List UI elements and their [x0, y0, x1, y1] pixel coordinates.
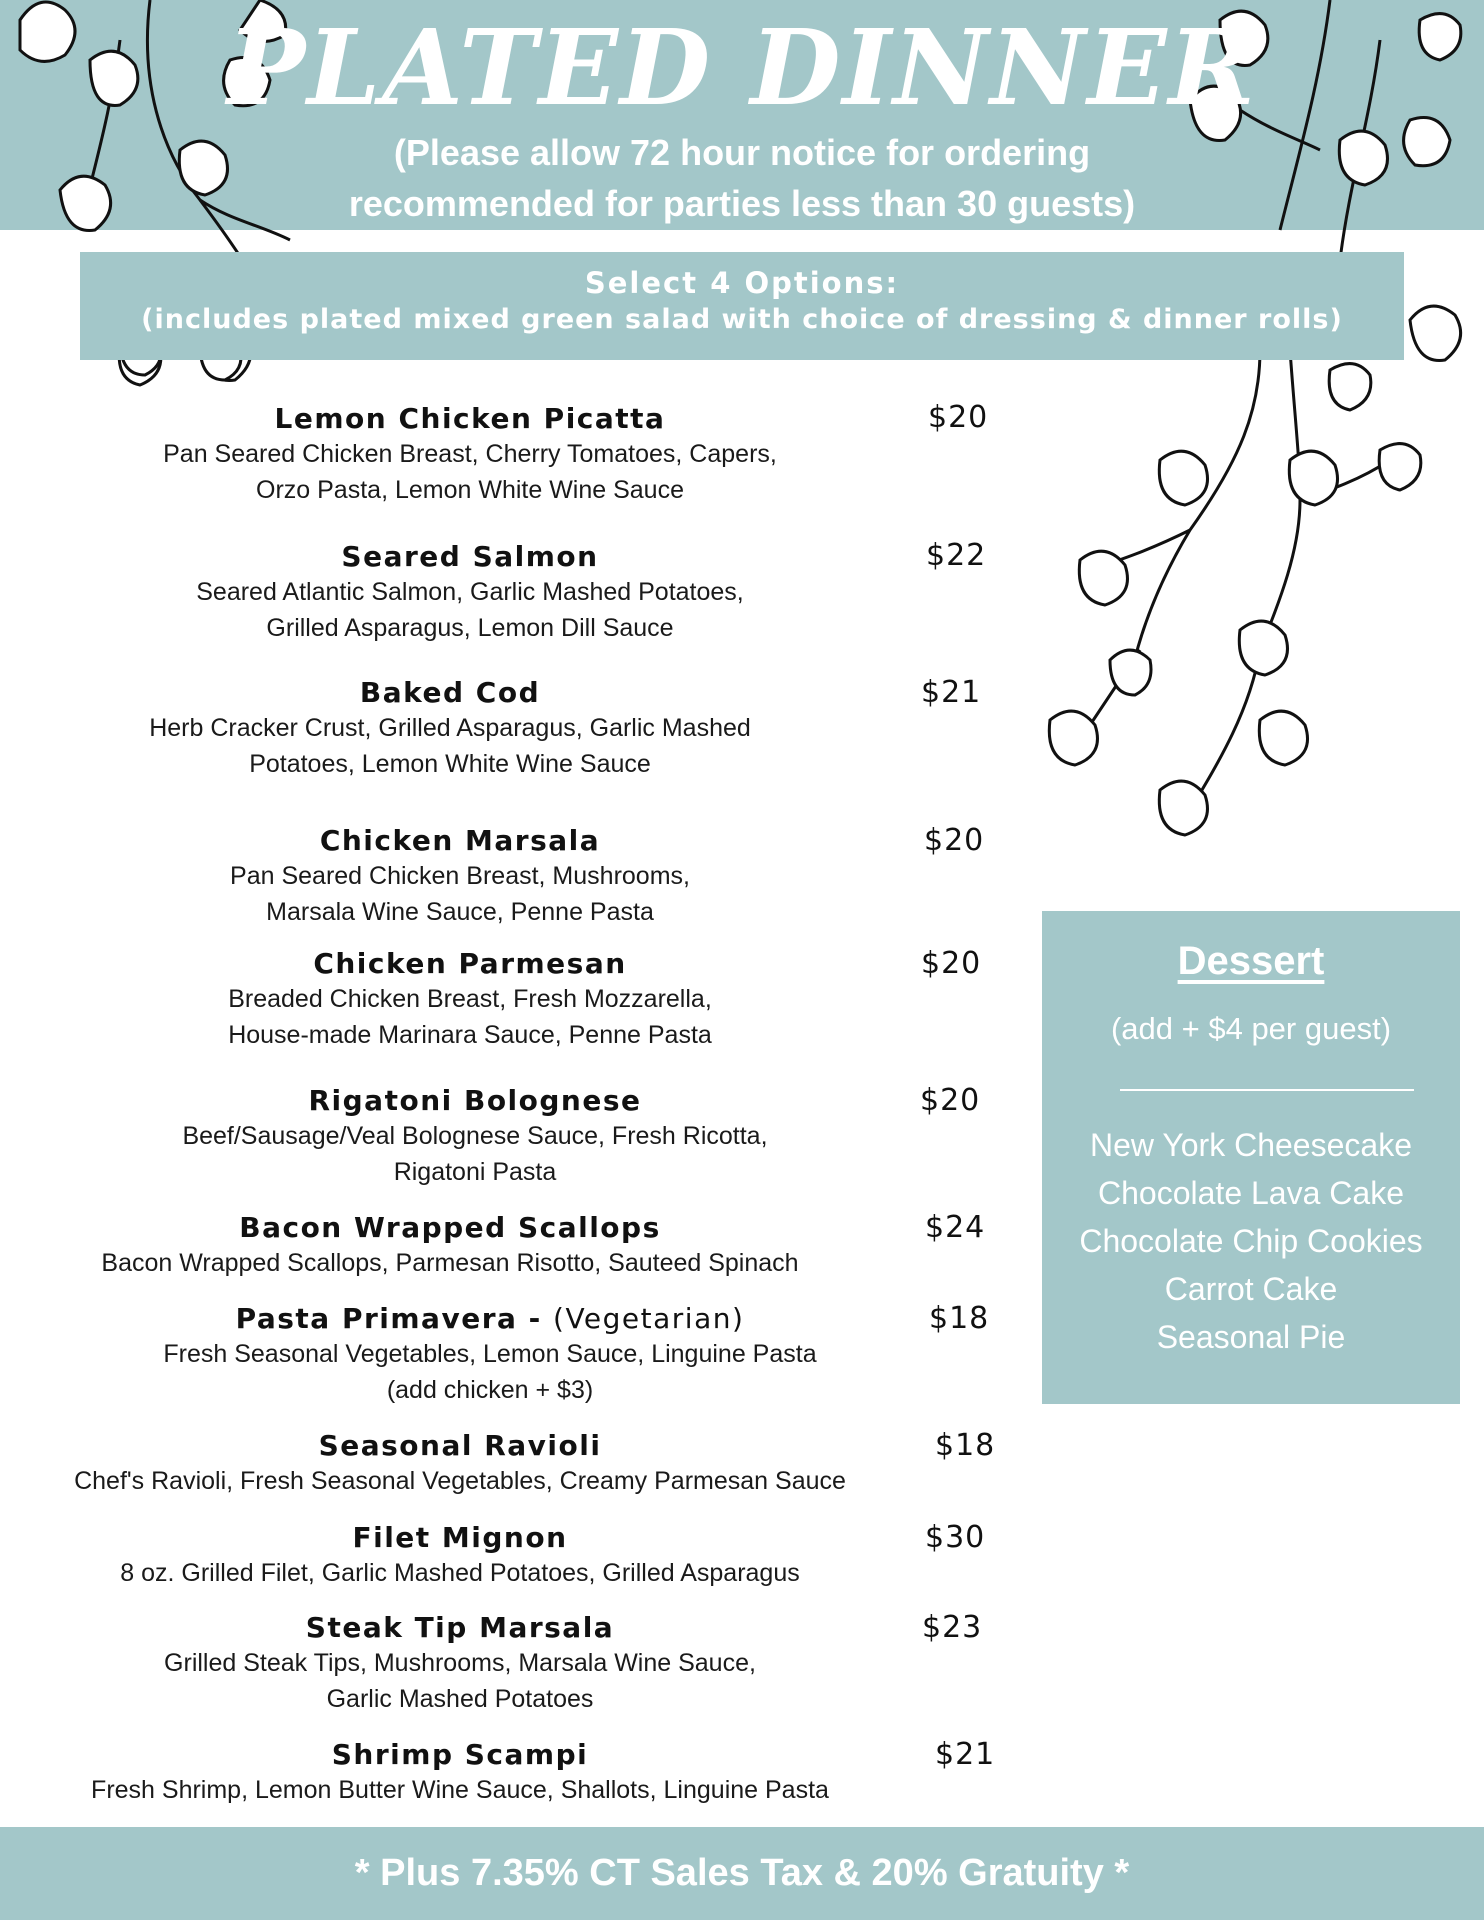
divider — [1120, 1089, 1414, 1091]
menu-item-price: $24 — [925, 1210, 986, 1245]
menu-item — [30, 1521, 890, 1591]
menu-item-desc: (add chicken + $3) — [386, 1376, 594, 1404]
menu-item-price: $20 — [928, 400, 989, 435]
dessert-item: Seasonal Pie — [1156, 1319, 1346, 1355]
menu-item-desc: Potatoes, Lemon White Wine Sauce — [249, 750, 651, 778]
menu-item-name: Filet Mignon — [352, 1521, 568, 1554]
footer-tax-note: * Plus 7.35% CT Sales Tax & 20% Gratuity * — [0, 1827, 1484, 1920]
menu-item-name-tag: (Vegetarian) — [553, 1302, 745, 1335]
dessert-item: Chocolate Chip Cookies — [1079, 1223, 1423, 1259]
menu-item-price: $20 — [921, 946, 982, 981]
menu-item-desc: Pan Seared Chicken Breast, Cherry Tomatoes, Capers, — [163, 440, 777, 468]
menu-item-desc: Fresh Seasonal Vegetables, Lemon Sauce, Linguine Pasta — [163, 1340, 817, 1368]
menu-item-desc: Bacon Wrapped Scallops, Parmesan Risotto, Sauteed Spinach — [101, 1249, 799, 1277]
menu-item-desc: Breaded Chicken Breast, Fresh Mozzarella, — [228, 985, 712, 1013]
menu-item-desc: Grilled Asparagus, Lemon Dill Sauce — [266, 614, 674, 642]
menu-item-price: $20 — [920, 1083, 981, 1118]
options-heading: Select 4 Options: — [584, 266, 900, 300]
menu-item-name: Chicken Marsala — [319, 824, 601, 857]
menu-item-price: $20 — [924, 823, 985, 858]
menu-item-name: Lemon Chicken Picatta — [274, 402, 666, 435]
dessert-list — [1042, 1121, 1460, 1361]
notice-line-1: (Please allow 72 hour notice for ordering — [393, 132, 1091, 173]
menu-item-desc: Marsala Wine Sauce, Penne Pasta — [266, 898, 654, 926]
menu-item-desc: Orzo Pasta, Lemon White Wine Sauce — [256, 476, 684, 504]
menu-item — [20, 1211, 880, 1281]
menu-item-name: Baked Cod — [359, 676, 541, 709]
menu-item — [30, 1738, 890, 1808]
menu-item-desc: Seared Atlantic Salmon, Garlic Mashed Potatoes, — [196, 578, 744, 606]
options-banner — [80, 252, 1404, 360]
menu-item-desc: Rigatoni Pasta — [393, 1158, 557, 1186]
menu-item — [30, 1429, 890, 1499]
dessert-item: Chocolate Lava Cake — [1098, 1175, 1404, 1211]
menu-item-desc: Fresh Shrimp, Lemon Butter Wine Sauce, Shallots, Linguine Pasta — [91, 1776, 829, 1804]
menu-item-desc: 8 oz. Grilled Filet, Garlic Mashed Potatoes, Grilled Asparagus — [120, 1559, 800, 1587]
dessert-item: Carrot Cake — [1164, 1271, 1338, 1307]
menu-item — [40, 540, 900, 646]
menu-item-price: $30 — [925, 1520, 986, 1555]
menu-item-desc: Grilled Steak Tips, Mushrooms, Marsala Wine Sauce, — [164, 1649, 756, 1677]
menu-item — [60, 1302, 920, 1408]
menu-item-desc: Garlic Mashed Potatoes — [326, 1685, 594, 1713]
menu-item — [45, 1084, 905, 1190]
menu-item — [40, 947, 900, 1053]
menu-item-desc: House-made Marinara Sauce, Penne Pasta — [228, 1021, 712, 1049]
menu-item — [30, 1611, 890, 1717]
dessert-panel — [1042, 911, 1460, 1404]
menu-item-price: $18 — [935, 1428, 996, 1463]
menu-item-desc: Beef/Sausage/Veal Bolognese Sauce, Fresh Ricotta, — [182, 1122, 768, 1150]
floral-branch-icon — [1030, 350, 1450, 870]
dessert-item: New York Cheesecake — [1090, 1127, 1412, 1163]
menu-item — [40, 402, 900, 508]
menu-item-name — [60, 1302, 920, 1336]
menu-item-name: Chicken Parmesan — [313, 947, 627, 980]
options-includes: (includes plated mixed green salad with choice of dressing & dinner rolls) — [141, 304, 1343, 335]
dessert-title: Dessert — [1177, 939, 1325, 983]
menu-item-name: Shrimp Scampi — [331, 1738, 589, 1771]
menu-item-name-main: Pasta Primavera - — [235, 1302, 554, 1335]
menu-item-name: Rigatoni Bolognese — [308, 1084, 642, 1117]
menu-item-name: Seared Salmon — [341, 540, 599, 573]
menu-item — [30, 824, 890, 930]
menu-item-price: $23 — [922, 1610, 983, 1645]
menu-item-price: $18 — [929, 1301, 990, 1336]
menu-item-name: Seasonal Ravioli — [318, 1429, 602, 1462]
dessert-price-note: (add + $4 per guest) — [1110, 1011, 1392, 1046]
menu-item-price: $21 — [935, 1737, 996, 1772]
menu-item-name: Steak Tip Marsala — [305, 1611, 615, 1644]
menu-item-price: $21 — [921, 675, 982, 710]
page-title: PLATED DINNER — [226, 6, 1258, 129]
notice-line-2: recommended for parties less than 30 guests) — [348, 183, 1136, 224]
menu-item-desc: Pan Seared Chicken Breast, Mushrooms, — [230, 862, 690, 890]
menu-item-name: Bacon Wrapped Scallops — [239, 1211, 661, 1244]
menu-item — [20, 676, 880, 782]
menu-item-desc: Chef's Ravioli, Fresh Seasonal Vegetables, Creamy Parmesan Sauce — [74, 1467, 846, 1495]
menu-item-price: $22 — [926, 538, 987, 573]
menu-item-desc: Herb Cracker Crust, Grilled Asparagus, Garlic Mashed — [149, 714, 751, 742]
